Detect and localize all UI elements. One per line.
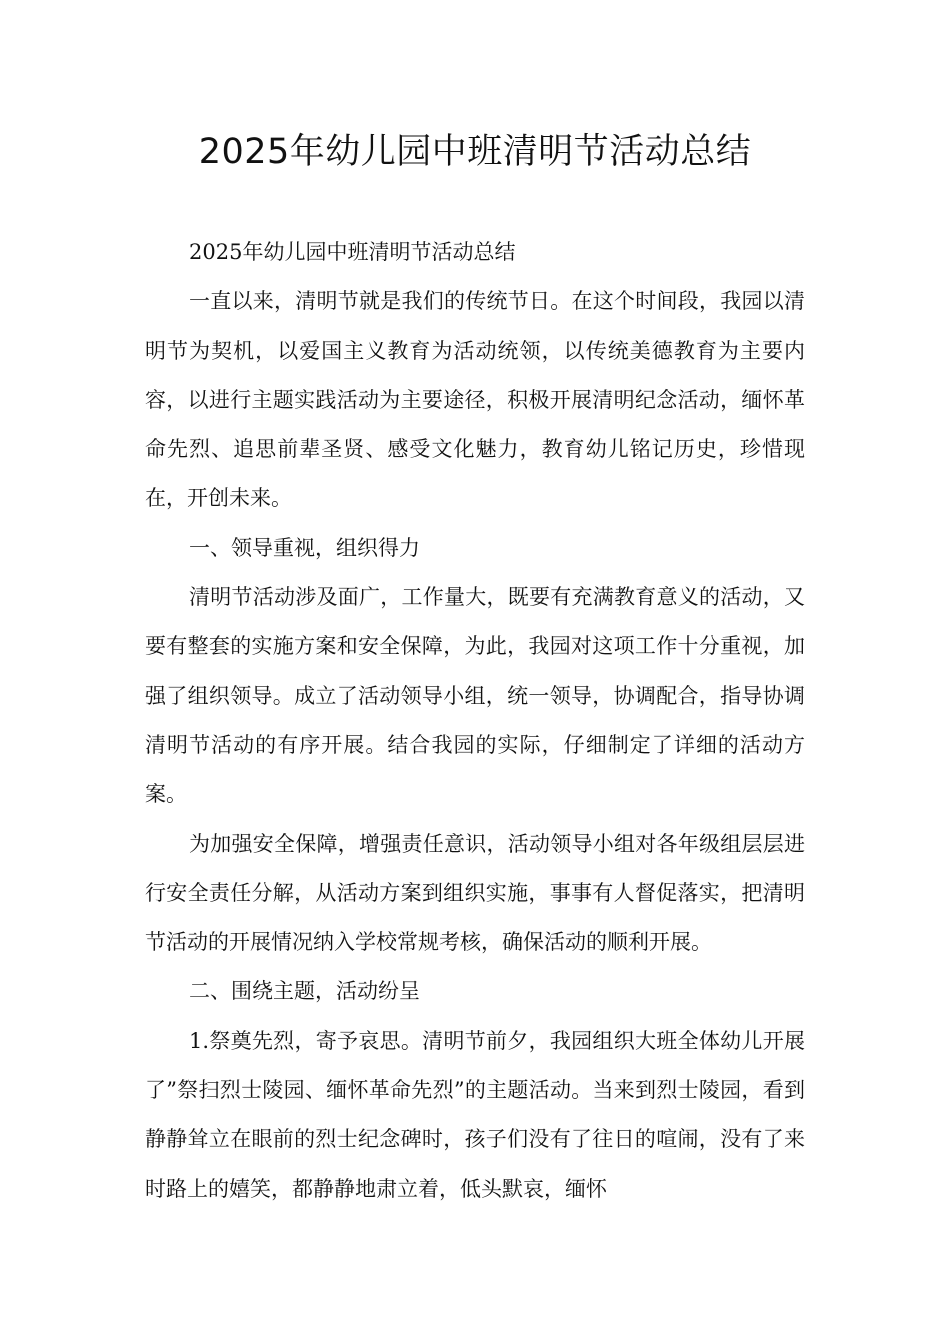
paragraph-subtitle: 2025年幼儿园中班清明节活动总结 <box>189 240 516 264</box>
document-body <box>145 228 805 1214</box>
paragraph-safety: 为加强安全保障，增强责任意识，活动领导小组对各年级组层层进行安全责任分解，从活动方案到组织实施，事事有人督促落实，把清明节活动的开展情况纳入学校常规考核，确保活动的顺利开展。 <box>145 831 805 955</box>
paragraph-introduction: 一直以来，清明节就是我们的传统节日。在这个时间段，我园以清明节为契机，以爱国主义教育为活动统领，以传统美德教育为主要内容，以进行主题实践活动为主要途径，积极开展清明纪念活动，缅怀革命先烈、追思前辈圣贤、感受文化魅力，教育幼儿铭记历史，珍惜现在，开创未来。 <box>145 289 805 511</box>
document-title: 2025年幼儿园中班清明节活动总结 <box>198 132 752 172</box>
section-heading-activities: 二、围绕主题，活动纷呈 <box>189 979 420 1004</box>
paragraph-organization: 清明节活动涉及面广，工作量大，既要有充满教育意义的活动，又要有整套的实施方案和安全保障，为此，我园对这项工作十分重视，加强了组织领导。成立了活动领导小组，统一领导，协调配合，指导协调清明节活动的有序开展。结合我园的实际，仔细制定了详细的活动方案。 <box>145 585 805 807</box>
section-heading-leadership: 一、领导重视，组织得力 <box>189 535 420 560</box>
paragraph-memorial: 1.祭奠先烈，寄予哀思。清明节前夕，我园组织大班全体幼儿开展了”祭扫烈士陵园、缅怀革命先烈”的主题活动。当来到烈士陵园，看到静静耸立在眼前的烈士纪念碑时，孩子们没有了往日的喧闹，没有了来时路上的嬉笑，都静静地肃立着，低头默哀，缅怀 <box>145 1028 805 1201</box>
